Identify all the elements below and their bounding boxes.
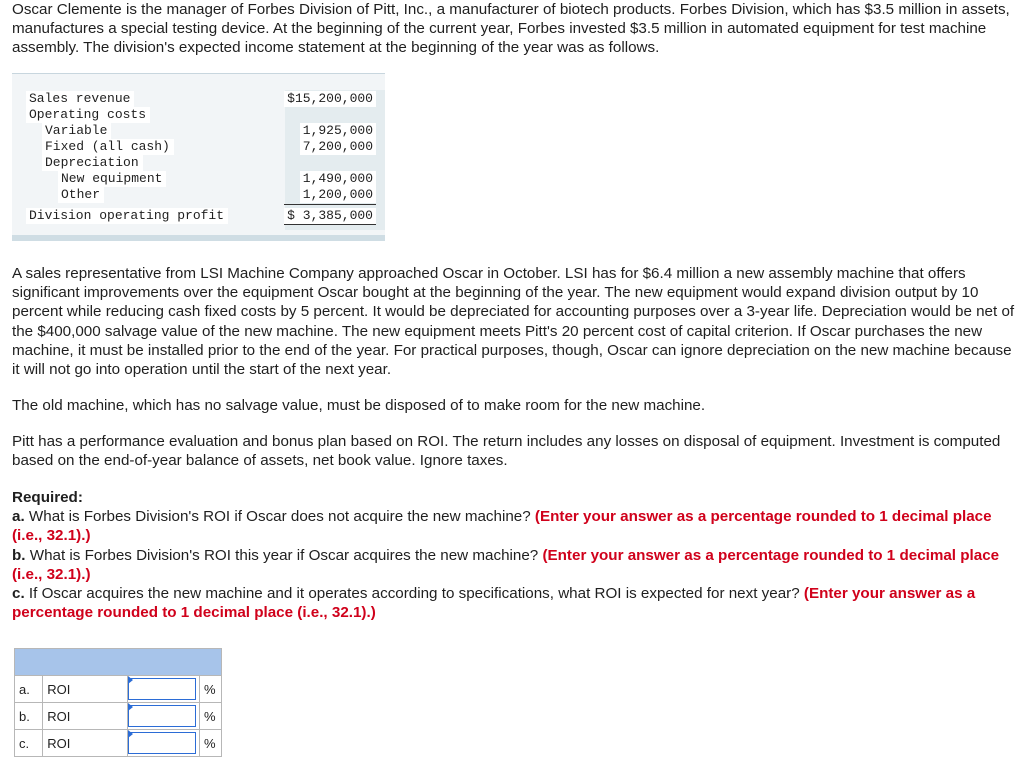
question-b-note: (Enter your answer as a percentage rounded to 1 decimal place (i.e., 32.1).) [12,546,1000,583]
percent-unit: % [200,730,222,757]
row-letter: a. [15,676,43,703]
question-a-note: (Enter your answer as a percentage rounded to 1 decimal place (i.e., 32.1).) [12,508,992,545]
input-marker-icon [128,703,133,711]
depreciation-label: Depreciation [42,155,143,171]
profit-label: Division operating profit [26,208,228,224]
subtotal-rule [284,204,376,205]
question-a [12,507,1016,545]
question-b-label: b. [12,546,26,564]
row-label: ROI [43,676,128,703]
row-new-equipment [12,171,385,187]
variable-value: 1,925,000 [300,123,376,139]
answer-table-header [15,649,222,676]
lsi-paragraph: A sales representative from LSI Machine Company approached Oscar in October. LSI has for $6.4 million a new assembly machine that offers significant improvements over the equipment Oscar bought at the beginning of the year. The new equipment would expand division output by 10 percent while reducing cash fixed costs by 5 percent. It would be depreciated for accounting purposes over a 3-year life. Depreciation would be net of the $400,000 salvage value of the new machine. The new equipment meets Pitt's 20 percent cost of capital criterion. If Oscar purchases the new machine, it must be installed prior to the end of the year. For practical purposes, though, Oscar can ignore depreciation on the new machine because it will not go into operation until the start of the next year. [12,265,1015,379]
answer-row-c [15,730,222,757]
question-c-note: (Enter your answer as a percentage rounded to 1 decimal place (i.e., 32.1).) [12,585,976,622]
income-statement [12,73,385,241]
statement-bottom-band [12,235,385,241]
row-letter: b. [15,703,43,730]
variable-label: Variable [42,123,111,139]
new-equipment-value: 1,490,000 [300,171,376,187]
question-b-text: What is Forbes Division's ROI this year if Oscar acquires the new machine? [29,546,539,564]
input-marker-icon [128,730,133,738]
profit-value: $ 3,385,000 [284,208,376,224]
row-depreciation [12,155,385,171]
row-sales [12,91,385,107]
question-c [12,584,1016,622]
operating-costs-label: Operating costs [26,107,150,123]
total-rule [284,224,376,225]
fixed-value: 7,200,000 [300,139,376,155]
old-machine-paragraph: The old machine, which has no salvage value, must be disposed of to make room for the new machine. [12,397,706,414]
row-letter: c. [15,730,43,757]
percent-unit: % [200,676,222,703]
fixed-label: Fixed (all cash) [42,139,174,155]
answer-row-a [15,676,222,703]
new-equipment-label: New equipment [58,171,166,187]
sales-label: Sales revenue [26,91,134,107]
roi-input-c[interactable] [128,732,196,754]
question-a-label: a. [12,508,25,526]
required-title: Required: [12,489,83,506]
row-other [12,187,385,203]
sales-value: $15,200,000 [284,91,376,107]
percent-unit: % [200,703,222,730]
row-label: ROI [43,730,128,757]
input-marker-icon [128,676,133,684]
question-a-text: What is Forbes Division's ROI if Oscar does not acquire the new machine? [28,508,531,526]
answer-row-b [15,703,222,730]
roi-input-a[interactable] [128,678,196,700]
question-c-label: c. [12,585,25,603]
answer-table [14,648,222,757]
question-c-text: If Oscar acquires the new machine and it operates according to specifications, what ROI is expected for next year? [28,585,800,603]
required-section [12,488,1016,622]
row-profit [12,208,385,224]
row-label: ROI [43,703,128,730]
other-label: Other [58,187,104,203]
question-b [12,546,1016,584]
intro-paragraph: Oscar Clemente is the manager of Forbes Division of Pitt, Inc., a manufacturer of biotech products. Forbes Division, which has $3.5 million in assets, manufactures a special testing device. At the beginning of the current year, Forbes invested $3.5 million in automated equipment for test machine assembly. The division's expected income statement at the beginning of the year was as follows. [12,1,1010,57]
pitt-paragraph: Pitt has a performance evaluation and bonus plan based on ROI. The return includes any losses on disposal of equipment. Investment is computed based on the end-of-year balance of assets, net book value. Ignore taxes. [12,433,1001,470]
row-operating-costs [12,107,385,123]
roi-input-b[interactable] [128,705,196,727]
row-fixed [12,139,385,155]
row-variable [12,123,385,139]
other-value: 1,200,000 [300,187,376,203]
